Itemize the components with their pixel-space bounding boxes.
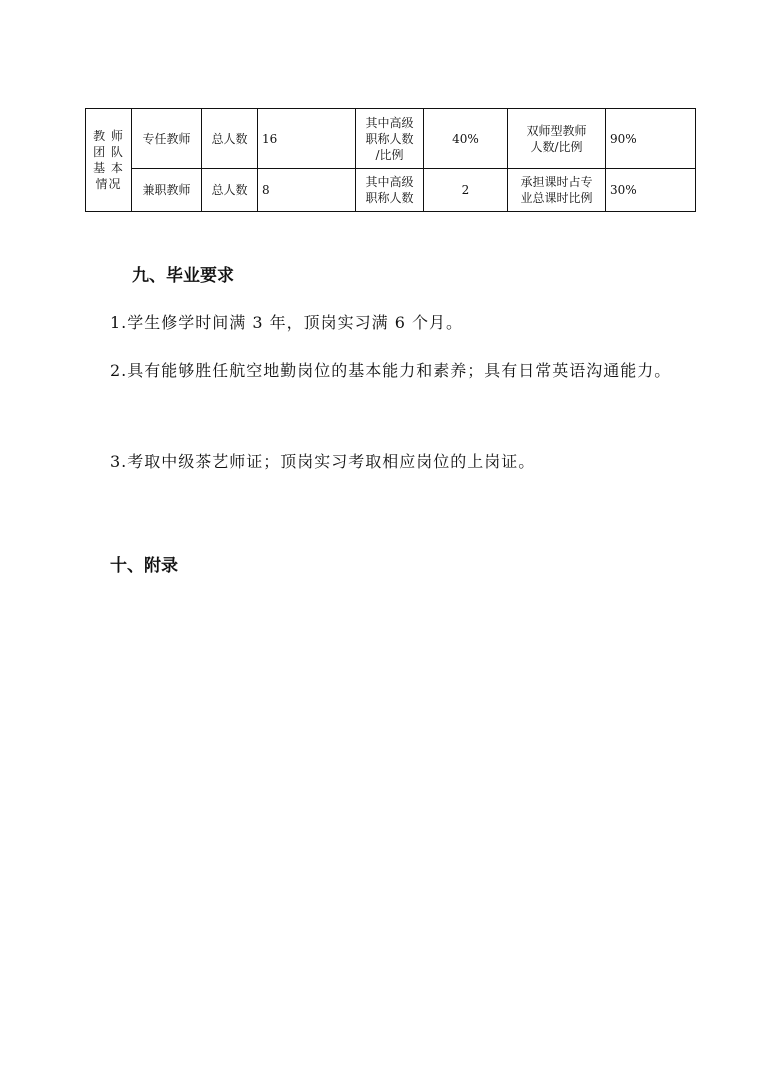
graduation-requirement-item: 1.学生修学时间满 3 年，顶岗实习满 6 个月。 [110, 313, 463, 332]
section-9-title: 九、毕业要求 [132, 266, 234, 286]
team-label-line: 基 本 [93, 161, 124, 175]
count-label-cell: 总人数 [202, 109, 258, 169]
dual-teacher-label-cell [508, 109, 606, 169]
senior-count-label-cell [356, 169, 424, 212]
teacher-type-cell: 专任教师 [132, 109, 202, 169]
senior-count-label-line: 职称人数 [365, 191, 414, 205]
graduation-requirement-item: 2.具有能够胜任航空地勤岗位的基本能力和素养；具有日常英语沟通能力。 [110, 361, 672, 380]
graduation-requirement-item: 3.考取中级茶艺师证；顶岗实习考取相应岗位的上岗证。 [110, 452, 536, 471]
team-label-line: 团 队 [93, 145, 124, 159]
count-value-cell: 8 [258, 169, 356, 212]
team-info-header [86, 109, 132, 212]
table-row [86, 109, 696, 169]
section-10-title: 十、附录 [110, 556, 178, 576]
teacher-type-cell: 兼职教师 [132, 169, 202, 212]
team-label-line: 教 师 [93, 129, 124, 143]
count-label-cell: 总人数 [202, 169, 258, 212]
hours-ratio-value-cell: 30% [606, 169, 696, 212]
hours-ratio-label-line: 业总课时比例 [520, 191, 593, 205]
table-row [86, 169, 696, 212]
hours-ratio-label-cell [508, 169, 606, 212]
senior-ratio-label-line: 职称人数 [365, 131, 414, 146]
team-label-line: 情况 [95, 177, 122, 191]
senior-count-label-line: 其中高级 [365, 175, 414, 189]
senior-ratio-label-line: 其中高级 [365, 115, 414, 130]
teacher-team-table [85, 108, 696, 212]
dual-teacher-value-cell: 90% [606, 109, 696, 169]
senior-ratio-label-line: /比例 [375, 147, 404, 162]
count-value-cell: 16 [258, 109, 356, 169]
senior-ratio-label-cell [356, 109, 424, 169]
hours-ratio-label-line: 承担课时占专 [520, 175, 593, 189]
senior-ratio-value-cell: 40% [424, 109, 508, 169]
dual-teacher-label-line: 双师型教师 [526, 123, 587, 138]
dual-teacher-label-line: 人数/比例 [530, 139, 583, 154]
senior-count-value-cell: 2 [424, 169, 508, 212]
